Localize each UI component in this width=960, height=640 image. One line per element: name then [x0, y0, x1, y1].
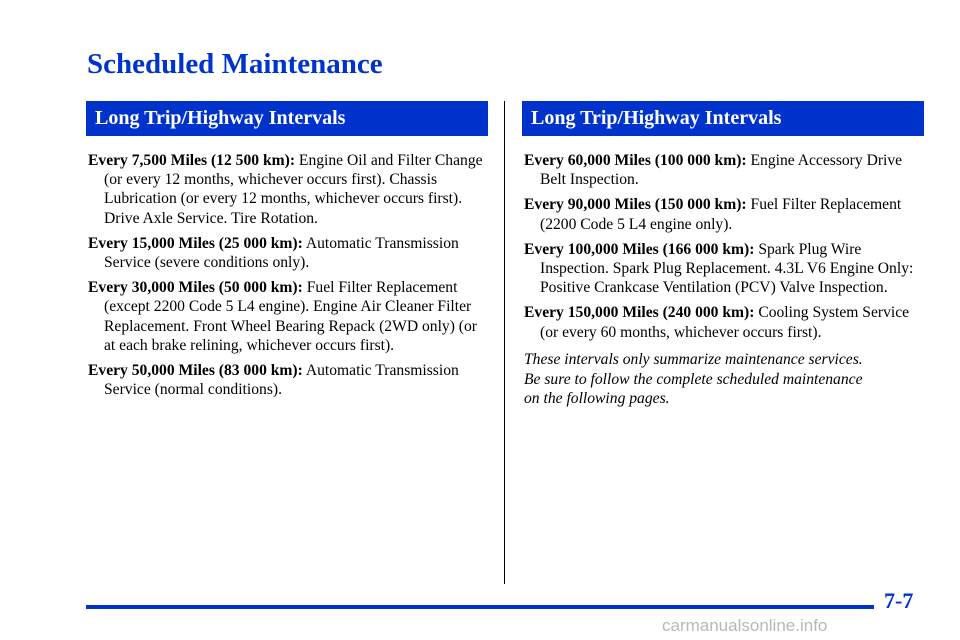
summary-note-line: Be sure to follow the complete scheduled maintenance — [524, 370, 863, 388]
summary-note — [524, 350, 914, 409]
interval-label: Every 15,000 Miles (25 000 km): — [88, 234, 303, 252]
interval-entry-50000 — [88, 361, 486, 399]
interval-label: Every 150,000 Miles (240 000 km): — [524, 304, 755, 322]
interval-label: Every 60,000 Miles (100 000 km): — [524, 152, 747, 169]
interval-text: Engine Oil and Filter Change (or every 12 months, whichever occurs first). Chassis Lubrication (or every 12 months, whichever occurs first). Drive Axle Service. Tire Rotation. — [104, 152, 483, 227]
interval-text: Engine Accessory Drive Belt Inspection. — [540, 152, 903, 189]
interval-entry-7500 — [88, 151, 486, 228]
left-section-heading: Long Trip/Highway Intervals — [86, 101, 488, 136]
summary-note-line: on the following pages. — [524, 390, 670, 408]
interval-label: Every 50,000 Miles (83 000 km): — [88, 362, 303, 380]
interval-label: Every 90,000 Miles (150 000 km): — [524, 196, 747, 214]
interval-entry-30000 — [88, 278, 486, 355]
interval-entry-60000 — [524, 151, 922, 189]
interval-entry-15000 — [88, 234, 486, 272]
left-interval-list — [86, 151, 488, 399]
interval-text: Spark Plug Wire Inspection. Spark Plug Replacement. 4.3L V6 Engine Only: Positive Crankcase Ventilation (PCV) Valve Inspection. — [540, 240, 914, 297]
summary-note-line: These intervals only summarize maintenance services. — [524, 350, 863, 368]
interval-entry-90000 — [524, 195, 922, 233]
interval-label: Every 100,000 Miles (166 000 km): — [524, 240, 755, 258]
interval-text: Cooling System Service (or every 60 months, whichever occurs first). — [540, 304, 910, 341]
page-number: 7-7 — [884, 588, 914, 613]
page-title: Scheduled Maintenance — [87, 48, 383, 80]
right-section-heading: Long Trip/Highway Intervals — [522, 101, 924, 136]
watermark-text: carmanualsonline.info — [662, 616, 828, 635]
interval-label: Every 7,500 Miles (12 500 km): — [88, 152, 296, 169]
right-column — [522, 101, 924, 409]
interval-text: Automatic Transmission Service (severe conditions only). — [104, 234, 459, 272]
interval-text: Fuel Filter Replacement (except 2200 Code 5 L4 engine). Engine Air Cleaner Filter Replacement. Front Wheel Bearing Repack (2WD only) (or at each brake relining, whichever occurs first). — [104, 279, 477, 354]
interval-entry-100000 — [524, 240, 922, 298]
right-interval-list — [522, 151, 924, 409]
footer-rule — [86, 605, 874, 609]
column-divider — [504, 101, 505, 584]
interval-entry-150000 — [524, 303, 922, 341]
left-column — [86, 101, 488, 405]
interval-text: Fuel Filter Replacement (2200 Code 5 L4 engine only). — [540, 196, 902, 233]
interval-text: Automatic Transmission Service (normal conditions). — [104, 362, 459, 399]
interval-label: Every 30,000 Miles (50 000 km): — [88, 279, 303, 297]
